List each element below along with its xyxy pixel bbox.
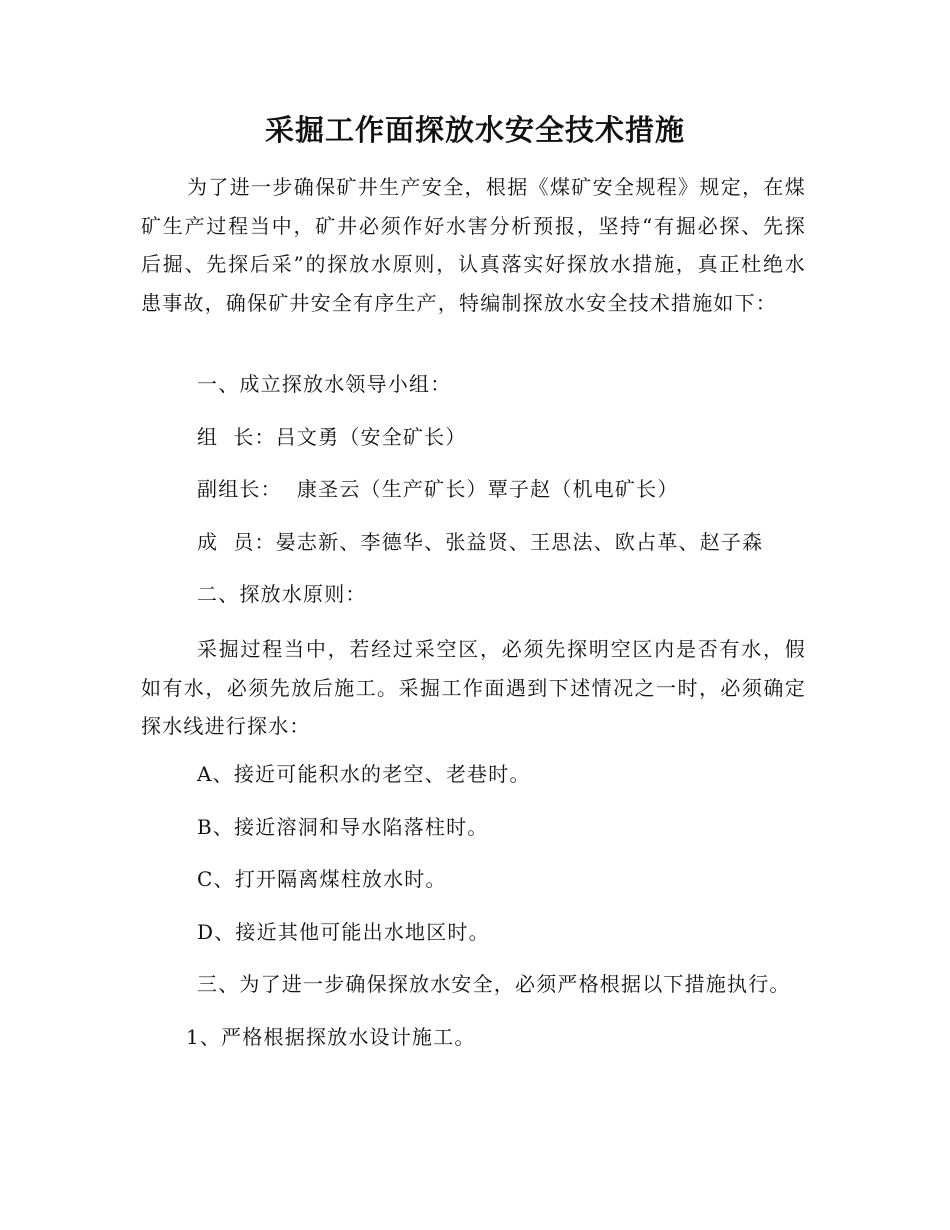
deputy-leaders-line: 副组长： 康圣云（生产矿长）覃子赵（机电矿长） <box>197 477 679 501</box>
members-line: 成 员：晏志新、李德华、张益贤、王思法、欧占革、赵子森 <box>197 530 764 554</box>
measure-item: 1、严格根据探放水设计施工。 <box>186 1025 476 1049</box>
condition-item: A、接近可能积水的老空、老巷时。 <box>197 762 531 786</box>
condition-item: D、接近其他可能出水地区时。 <box>197 920 490 944</box>
intro-paragraph: 为了进一步确保矿井生产安全，根据《煤矿安全规程》规定，在煤矿生产过程当中，矿井必须作好水害分析预报，坚持“有掘必探、先探后掘、先探后采”的探放水原则，认真落实好探放水措施，真正杜绝水患事故，确保矿井安全有序生产，特编制探放水安全技术措施如下： <box>141 175 806 315</box>
section-2-heading: 二、探放水原则： <box>197 582 367 606</box>
section-3-heading: 三、为了进一步确保探放水安全，必须严格根据以下措施执行。 <box>197 972 791 996</box>
condition-item: C、打开隔离煤柱放水时。 <box>197 867 447 891</box>
section-1-heading: 一、成立探放水领导小组： <box>197 372 452 396</box>
document-title: 采掘工作面探放水安全技术措施 <box>264 113 685 147</box>
condition-item: B、接近溶洞和导水陷落柱时。 <box>197 815 489 839</box>
principle-paragraph: 采掘过程当中，若经过采空区，必须先探明空区内是否有水，假如有水，必须先放后施工。采掘工作面遇到下述情况之一时，必须确定探水线进行探水： <box>141 637 806 738</box>
leader-line: 组 长：吕文勇（安全矿长） <box>197 425 467 449</box>
